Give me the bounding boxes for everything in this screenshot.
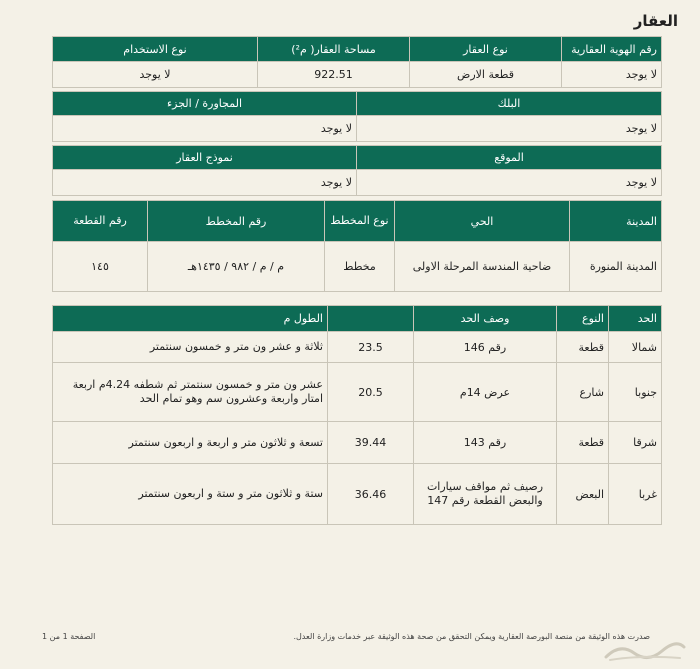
section-title: العقار: [633, 12, 678, 30]
city-header: المدينة: [570, 201, 662, 242]
parcel-number-header: رقم القطعة: [53, 201, 148, 242]
usage-type-value: لا يوجد: [53, 62, 258, 88]
footer-note: صدرت هذه الوثيقة من منصة البورصة العقارية ويمكن التحقق من صحة هذه الوثيقة عبر خدمات وزارة العدل.: [293, 632, 650, 641]
property-type-header: نوع العقار: [410, 37, 562, 62]
description-header: وصف الحد: [414, 306, 557, 332]
neighborhood-part-header: المجاورة / الجزء: [53, 92, 357, 116]
usage-type-header: نوع الاستخدام: [53, 37, 258, 62]
block-table: [52, 91, 662, 142]
plan-type-header: نوع المخطط: [325, 201, 395, 242]
side-header: الحد: [609, 306, 662, 332]
plan-number-header: رقم المخطط: [148, 201, 325, 242]
table-row: [53, 332, 662, 363]
description-cell: رقم 143: [414, 422, 557, 464]
plan-number-value: م / م / ٩٨٢ / ١٤٣٥هـ: [148, 242, 325, 292]
plan-type-value: مخطط: [325, 242, 395, 292]
city-value: المدينة المنورة: [570, 242, 662, 292]
district-value: ضاحية المندسة المرحلة الاولى: [395, 242, 570, 292]
side-cell: شرقا: [609, 422, 662, 464]
property-type-value: قطعة الارض: [410, 62, 562, 88]
watermark-logo: [600, 639, 690, 663]
table-row: [53, 363, 662, 422]
type-cell: قطعة: [557, 332, 609, 363]
length-cell: 20.5: [328, 363, 414, 422]
table-row: [53, 422, 662, 464]
neighborhood-part-value: لا يوجد: [53, 116, 357, 142]
district-header: الحي: [395, 201, 570, 242]
length-value-header: [328, 306, 414, 332]
side-cell: شمالا: [609, 332, 662, 363]
property-area-header: مساحة العقار( م²): [258, 37, 410, 62]
property-model-header: نموذج العقار: [53, 146, 357, 170]
length-cell: 23.5: [328, 332, 414, 363]
length-header: الطول م: [53, 306, 328, 332]
location-header: الموقع: [357, 146, 662, 170]
property-id-header: رقم الهوية العقارية: [562, 37, 662, 62]
property-id-value: لا يوجد: [562, 62, 662, 88]
description-cell: عرض 14م: [414, 363, 557, 422]
property-table: [52, 36, 662, 88]
parcel-number-value: ١٤٥: [53, 242, 148, 292]
location-table: [52, 145, 662, 196]
page-number: الصفحة 1 من 1: [42, 632, 96, 641]
borders-table: [52, 305, 662, 525]
length-text-cell: ثلاثة و عشر ون متر و خمسون سنتمتر: [53, 332, 328, 363]
location-value: لا يوجد: [357, 170, 662, 196]
side-cell: جنوبا: [609, 363, 662, 422]
table-row: [53, 464, 662, 525]
description-cell: رصيف ثم مواقف سيارات والبعض القطعة رقم 147: [414, 464, 557, 525]
length-text-cell: عشر ون متر و خمسون سنتمتر ثم شطفه 4.24م اربعة امتار واربعة وعشرون سم وهو تمام الحد: [53, 363, 328, 422]
length-text-cell: ستة و ثلاثون متر و ستة و اربعون سنتمتر: [53, 464, 328, 525]
type-cell: قطعة: [557, 422, 609, 464]
type-header: النوع: [557, 306, 609, 332]
block-value: لا يوجد: [357, 116, 662, 142]
length-cell: 36.46: [328, 464, 414, 525]
description-cell: رقم 146: [414, 332, 557, 363]
type-cell: البعض: [557, 464, 609, 525]
length-cell: 39.44: [328, 422, 414, 464]
side-cell: غربا: [609, 464, 662, 525]
plan-table: [52, 200, 662, 292]
property-model-value: لا يوجد: [53, 170, 357, 196]
length-text-cell: تسعة و ثلاثون متر و اربعة و اربعون سنتمتر: [53, 422, 328, 464]
block-header: البلك: [357, 92, 662, 116]
type-cell: شارع: [557, 363, 609, 422]
property-area-value: 922.51: [258, 62, 410, 88]
